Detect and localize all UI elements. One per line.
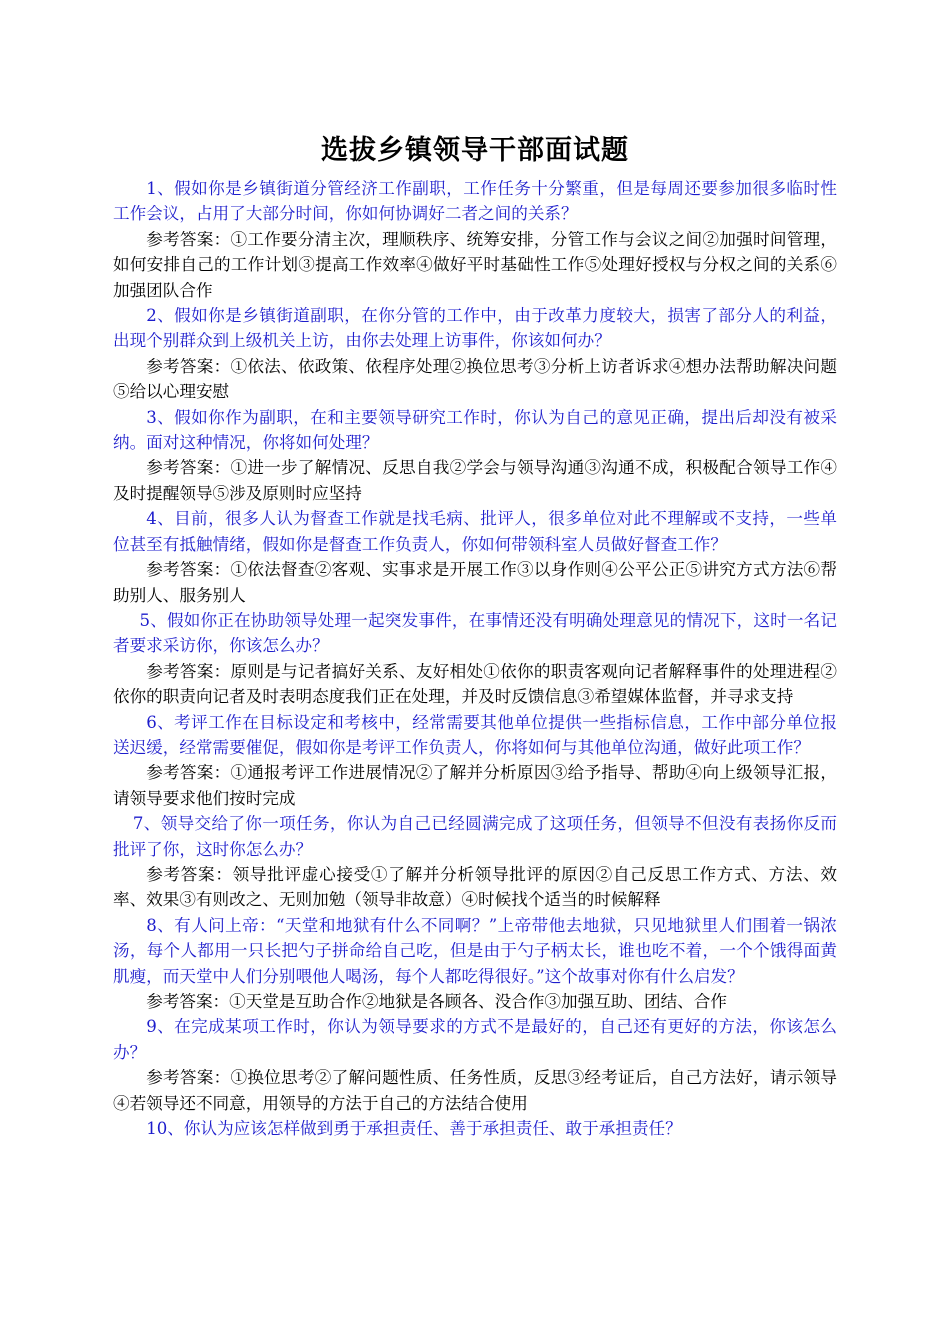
answer-6: 参考答案：①通报考评工作进展情况②了解并分析原因③给予指导、帮助④向上级领导汇报，请领导要求他们按时完成 [113,763,837,808]
question-5: 5、假如你正在协助领导处理一起突发事件，在事情还没有明确处理意见的情况下，这时一名记者要求采访你，你该怎么办？ [113,610,837,656]
answer-1: 参考答案：①工作要分清主次，理顺秩序、统筹安排，分管工作与会议之间②加强时间管理，如何安排自己的工作计划③提高工作效率④做好平时基础性工作⑤处理好授权与分权之间的关系⑥加强团队合作 [113,229,837,300]
document-body [113,176,837,1141]
question-3: 3、假如你作为副职，在和主要领导研究工作时，你认为自己的意见正确，提出后却没有被采纳。面对这种情况，你将如何处理？ [113,407,837,453]
question-7: 7、领导交给了你一项任务，你认为自己已经圆满完成了这项任务，但领导不但没有表扬你反而批评了你，这时你怎么办？ [113,814,837,859]
question-4: 4、目前，很多人认为督查工作就是找毛病、批评人，很多单位对此不理解或不支持，一些单位甚至有抵触情绪，假如你是督查工作负责人，你如何带领科室人员做好督查工作？ [113,509,837,554]
answer-4: 参考答案：①依法督查②客观、实事求是开展工作③以身作则④公平公正⑤讲究方式方法⑥帮助别人、服务别人 [113,560,837,605]
page-title: 选拔乡镇领导干部面试题 [321,135,629,166]
question-6: 6、考评工作在目标设定和考核中，经常需要其他单位提供一些指标信息，工作中部分单位报送迟缓，经常需要催促，假如你是考评工作负责人，你将如何与其他单位沟通，做好此项工作？ [113,712,837,757]
answer-2: 参考答案：①依法、依政策、依程序处理②换位思考③分析上访者诉求④想办法帮助解决问题⑤给以心理安慰 [113,356,837,402]
question-10: 10、你认为应该怎样做到勇于承担责任、善于承担责任、敢于承担责任？ [146,1119,682,1139]
question-2: 2、假如你是乡镇街道副职，在你分管的工作中，由于改革力度较大，损害了部分人的利益，出现个别群众到上级机关上访，由你去处理上访事件，你该如何办？ [113,306,837,351]
answer-7: 参考答案：领导批评虚心接受①了解并分析领导批评的原因②自己反思工作方式、方法、效率、效果③有则改之、无则加勉（领导非故意）④时候找个适当的时候解释 [113,864,837,910]
answer-8: 参考答案：①天堂是互助合作②地狱是各顾各、没合作③加强互助、团结、合作 [146,992,727,1011]
answer-5: 参考答案：原则是与记者搞好关系、友好相处①依你的职责客观向记者解释事件的处理进程②依你的职责向记者及时表明态度我们正在处理，并及时反馈信息③希望媒体监督，并寻求支持 [113,661,837,707]
question-9: 9、在完成某项工作时，你认为领导要求的方式不是最好的，自己还有更好的方法，你该怎么办？ [113,1017,837,1062]
question-8: 8、有人问上帝：“天堂和地狱有什么不同啊？”上帝带他去地狱，只见地狱里人们围着一锅浓汤，每个人都用一只长把勺子拼命给自己吃，但是由于勺子柄太长，谁也吃不着，一个个饿得面黄肌瘦，而天堂中人们分别喂他人喝汤，每个人都吃得很好。”这个故事对你有什么启发？ [113,915,837,986]
answer-9: 参考答案：①换位思考②了解问题性质、任务性质，反思③经考证后，自己方法好，请示领导④若领导还不同意，用领导的方法于自己的方法结合使用 [113,1068,837,1113]
question-1: 1、假如你是乡镇街道分管经济工作副职，工作任务十分繁重，但是每周还要参加很多临时性工作会议，占用了大部分时间，你如何协调好二者之间的关系？ [113,179,837,224]
answer-3: 参考答案：①进一步了解情况、反思自我②学会与领导沟通③沟通不成，积极配合领导工作④及时提醒领导⑤涉及原则时应坚持 [113,458,837,503]
